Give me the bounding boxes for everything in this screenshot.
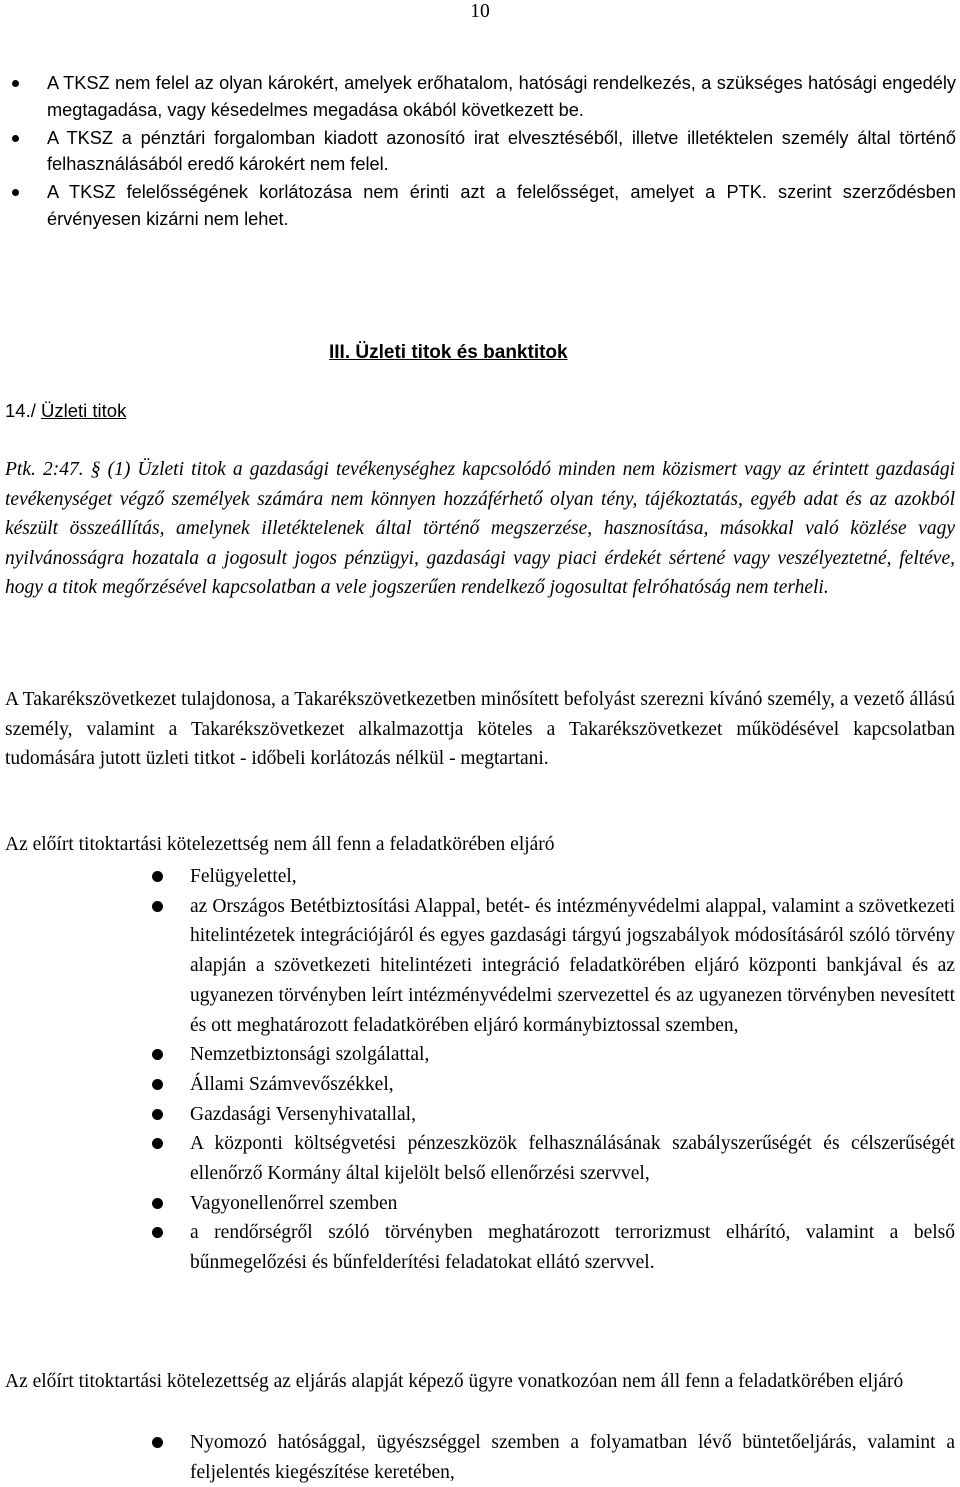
ptk-reference: Ptk. 2:47.: [5, 459, 84, 480]
subsection-number: 14./: [5, 400, 36, 421]
page-number: 10: [470, 1, 490, 22]
subsection-label: Üzleti titok: [41, 400, 127, 421]
liability-bullet-list: [0, 70, 960, 234]
list-item: Állami Számvevőszékkel,: [0, 1070, 960, 1100]
procedure-list: [0, 1428, 960, 1487]
list-item: A TKSZ a pénztári forgalomban kiadott azonosító irat elvesztéséből, illetve illetéktelen személy által történő felhasználásából eredő károkért nem felel.: [0, 125, 960, 178]
list-item: Vagyonellenőrrel szemben: [0, 1189, 960, 1219]
exceptions-list: [0, 862, 960, 1278]
list-item: A TKSZ felelősségének korlátozása nem érinti azt a felelősséget, amelyet a PTK. szerint szerződésben érvényesen kizárni nem lehet.: [0, 179, 960, 232]
owner-obligation-paragraph: A Takarékszövetkezet tulajdonosa, a Takarékszövetkezetben minősített befolyást szerezni kívánó személy, a vezető állású személy, valamint a Takarékszövetkezet alkalmazottja köteles a Takarékszövetkezet működésével kapcsolatban tudomására jutott üzleti titkot - időbeli korlátozás nélkül - megtartani.: [5, 689, 955, 770]
exceptions-intro: Az előírt titoktartási kötelezettség nem áll fenn a feladatkörében eljáró: [5, 834, 555, 855]
ptk-quote: [5, 455, 955, 603]
list-item: az Országos Betétbiztosítási Alappal, betét- és intézményvédelmi alappal, valamint a szövetkezeti hitelintézetek integrációjáról és egyes gazdasági tárgyú jogszabályok módosításáról szóló törvény alapján a szövetkezeti hitelintézeti integráció feladatkörében eljáró központi bankjával és az ugyanezen törvényben leírt intézményvédelmi szervezettel és az ugyanezen törvényben nevesített és ott meghatározott feladatkörében eljáró kormánybiztossal szemben,: [0, 892, 960, 1041]
list-item: Gazdasági Versenyhivatallal,: [0, 1100, 960, 1130]
list-item: Nyomozó hatósággal, ügyészséggel szemben a folyamatban lévő büntetőeljárás, valamint a feljelentés kiegészítése keretében,: [0, 1428, 960, 1487]
list-item: Felügyelettel,: [0, 862, 960, 892]
subsection-title: [5, 398, 126, 424]
list-item: a rendőrségről szóló törvényben meghatározott terrorizmust elhárító, valamint a belső bűnmegelőzési és bűnfelderítési feladatokat ellátó szervvel.: [0, 1218, 960, 1277]
list-item: A TKSZ nem felel az olyan károkért, amelyek erőhatalom, hatósági rendelkezés, a szükséges hatósági engedély megtagadása, vagy késedelmes megadása okából következett be.: [0, 70, 960, 123]
ptk-text: § (1) Üzleti titok a gazdasági tevékenységhez kapcsolódó minden nem közismert vagy az érintett gazdasági tevékenységet végző személyek számára nem könnyen hozzáférhető olyan tény, tájékoztatás, egyéb adat és az azokból készült összeállítás, amelynek illetéktelenek által történő megszerzése, hasznosítása, másokkal való közlése vagy nyilvánosságra hozatala a jogosult jogos pénzügyi, gazdasági vagy piaci érdekét sértené vagy veszélyeztetné, feltéve, hogy a titok megőrzésével kapcsolatban a vele jogszerűen rendelkező jogosultat felróhatóság nem terheli.: [5, 459, 956, 599]
list-item: A központi költségvetési pénzeszközök felhasználásának szabályszerűségét és célszerűségét ellenőrző Kormány által kijelölt belső ellenőrzési szervvel,: [0, 1129, 960, 1188]
list-item: Nemzetbiztonsági szolgálattal,: [0, 1040, 960, 1070]
procedure-intro: Az előírt titoktartási kötelezettség az eljárás alapját képező ügyre vonatkozóan nem áll fenn a feladatkörében eljáró: [5, 1371, 904, 1392]
section-heading: III. Üzleti titok és banktitok: [329, 342, 568, 363]
